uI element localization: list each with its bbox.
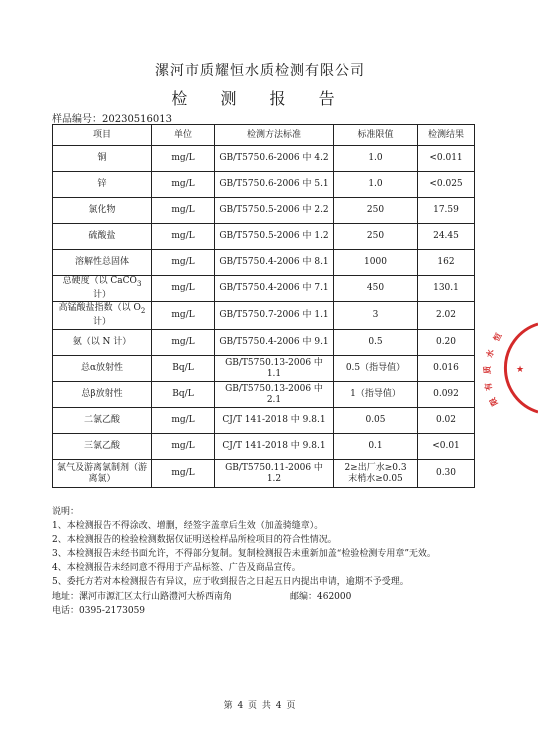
result-cell: 17.59: [418, 198, 475, 224]
unit-cell: Bq/L: [152, 382, 215, 408]
limit-line-factory: 2≥出厂水≥0.3: [344, 462, 407, 473]
unit-cell: mg/L: [152, 330, 215, 356]
item-cell: 总β放射性: [53, 382, 152, 408]
unit-cell: mg/L: [152, 250, 215, 276]
limit-cell: 450: [334, 276, 418, 302]
item-cell: 氯气及游离氯制剂（游离氯）: [53, 460, 152, 488]
seal-glyph: 有: [482, 381, 494, 392]
table-row: [53, 460, 475, 488]
method-cell: GB/T5750.6-2006 中 5.1: [215, 172, 334, 198]
item-cell: 硫酸盐: [53, 224, 152, 250]
method-cell: CJ/T 141-2018 中 9.8.1: [215, 434, 334, 460]
item-text-main: 高锰酸盐指数（以 O: [58, 303, 141, 314]
method-cell: GB/T5750.11-2006 中 1.2: [215, 460, 334, 488]
result-cell: <0.01: [418, 434, 475, 460]
unit-cell: mg/L: [152, 408, 215, 434]
item-text-main: 总硬度（以 CaCO: [62, 276, 137, 287]
limit-cell: 0.1: [334, 434, 418, 460]
notes-heading: 说明：: [52, 507, 80, 517]
unit-cell: mg/L: [152, 224, 215, 250]
method-cell: GB/T5750.7-2006 中 1.1: [215, 302, 334, 330]
table-row: [53, 172, 475, 198]
result-cell: 130.1: [418, 276, 475, 302]
note-item: 2、本检测报告的检验检测数据仅证明送检样品所检项目的符合性情况。: [52, 535, 337, 545]
result-cell: 0.016: [418, 356, 475, 382]
method-cell: CJ/T 141-2018 中 9.8.1: [215, 408, 334, 434]
limit-cell: 0.5（指导值）: [334, 356, 418, 382]
unit-cell: mg/L: [152, 460, 215, 488]
note-item: 5、委托方若对本检测报告有异议，应于收到报告之日起五日内提出申请，逾期不予受理。: [52, 577, 409, 587]
table-row: [53, 382, 475, 408]
item-cell: 氯化物: [53, 198, 152, 224]
result-cell: 0.092: [418, 382, 475, 408]
limit-line-tap: 末梢水≥0.05: [348, 473, 403, 484]
table-row: [53, 408, 475, 434]
result-cell: 2.02: [418, 302, 475, 330]
item-cell: 二氯乙酸: [53, 408, 152, 434]
column-header-limit: 标准限值: [334, 125, 418, 146]
seal-glyph: 限: [487, 395, 500, 408]
result-cell: 24.45: [418, 224, 475, 250]
address-line: 地址：漯河市源汇区太行山路澧河大桥西南角: [52, 592, 233, 602]
unit-cell: mg/L: [152, 146, 215, 172]
item-cell: 溶解性总固体: [53, 250, 152, 276]
method-cell: GB/T5750.13-2006 中 2.1: [215, 382, 334, 408]
seam-seal-stamp: [468, 318, 538, 418]
seal-glyph: 质: [482, 366, 492, 374]
item-cell: 三氯乙酸: [53, 434, 152, 460]
report-title: 检 测 报 告: [171, 89, 349, 108]
table-row: [53, 434, 475, 460]
unit-cell: mg/L: [152, 434, 215, 460]
result-cell: <0.011: [418, 146, 475, 172]
method-cell: GB/T5750.13-2006 中 1.1: [215, 356, 334, 382]
notes-section: [52, 505, 482, 589]
table-row: [53, 356, 475, 382]
limit-cell: 1.0: [334, 172, 418, 198]
method-cell: GB/T5750.5-2006 中 2.2: [215, 198, 334, 224]
unit-cell: mg/L: [152, 198, 215, 224]
table-row: [53, 302, 475, 330]
result-cell: 0.20: [418, 330, 475, 356]
unit-cell: mg/L: [152, 276, 215, 302]
item-text-subscript: 2: [140, 306, 146, 315]
table-row: [53, 224, 475, 250]
item-cell: 总α放射性: [53, 356, 152, 382]
method-cell: GB/T5750.4-2006 中 7.1: [215, 276, 334, 302]
column-header-unit: 单位: [152, 125, 215, 146]
result-cell: <0.025: [418, 172, 475, 198]
table-row: [53, 276, 475, 302]
item-cell: 氨（以 N 计）: [53, 330, 152, 356]
item-cell: [53, 302, 152, 330]
item-cell: 锌: [53, 172, 152, 198]
item-text-subscript: 3: [136, 279, 142, 288]
table-header-row: [53, 125, 475, 146]
table-row: [53, 146, 475, 172]
page-number: 第 4 页 共 4 页: [223, 701, 297, 711]
unit-cell: mg/L: [152, 302, 215, 330]
seal-star-icon: ★: [516, 365, 525, 375]
postcode-line: 邮编：462000: [290, 592, 352, 602]
limit-cell: 0.05: [334, 408, 418, 434]
column-header-method: 检测方法标准: [215, 125, 334, 146]
limit-cell: 3: [334, 302, 418, 330]
note-item: 1、本检测报告不得涂改、增删，经签字盖章后生效（加盖骑缝章）。: [52, 521, 324, 531]
note-item: 4、本检测报告未经同意不得用于产品标签、广告及商品宣传。: [52, 563, 301, 573]
seal-glyph: 恒: [490, 331, 504, 343]
result-cell: 0.30: [418, 460, 475, 488]
seal-glyph: 水: [484, 348, 496, 359]
item-cell: 铜: [53, 146, 152, 172]
item-text-tail: 计）: [92, 289, 111, 300]
column-header-result: 检测结果: [418, 125, 475, 146]
method-cell: GB/T5750.6-2006 中 4.2: [215, 146, 334, 172]
table-row: [53, 330, 475, 356]
results-table: [52, 124, 475, 488]
company-name: 漯河市质耀恒水质检测有限公司: [155, 63, 365, 79]
result-cell: 162: [418, 250, 475, 276]
limit-cell: 1（指导值）: [334, 382, 418, 408]
limit-cell: 0.5: [334, 330, 418, 356]
column-header-item: 项目: [53, 125, 152, 146]
limit-cell: 250: [334, 224, 418, 250]
table-row: [53, 198, 475, 224]
phone-line: 电话：0395-2173059: [52, 606, 146, 616]
limit-cell: [334, 460, 418, 488]
note-item: 3、本检测报告未经书面允许，不得部分复制。复制检测报告未重新加盖“检验检测专用章”无效。: [52, 549, 436, 559]
sample-number: 样品编号：20230516013: [52, 114, 172, 125]
limit-cell: 250: [334, 198, 418, 224]
method-cell: GB/T5750.4-2006 中 9.1: [215, 330, 334, 356]
result-cell: 0.02: [418, 408, 475, 434]
unit-cell: Bq/L: [152, 356, 215, 382]
limit-cell: 1.0: [334, 146, 418, 172]
unit-cell: mg/L: [152, 172, 215, 198]
method-cell: GB/T5750.5-2006 中 1.2: [215, 224, 334, 250]
item-text-tail: 计）: [92, 316, 111, 327]
item-cell: [53, 276, 152, 302]
limit-cell: 1000: [334, 250, 418, 276]
method-cell: GB/T5750.4-2006 中 8.1: [215, 250, 334, 276]
table-row: [53, 250, 475, 276]
